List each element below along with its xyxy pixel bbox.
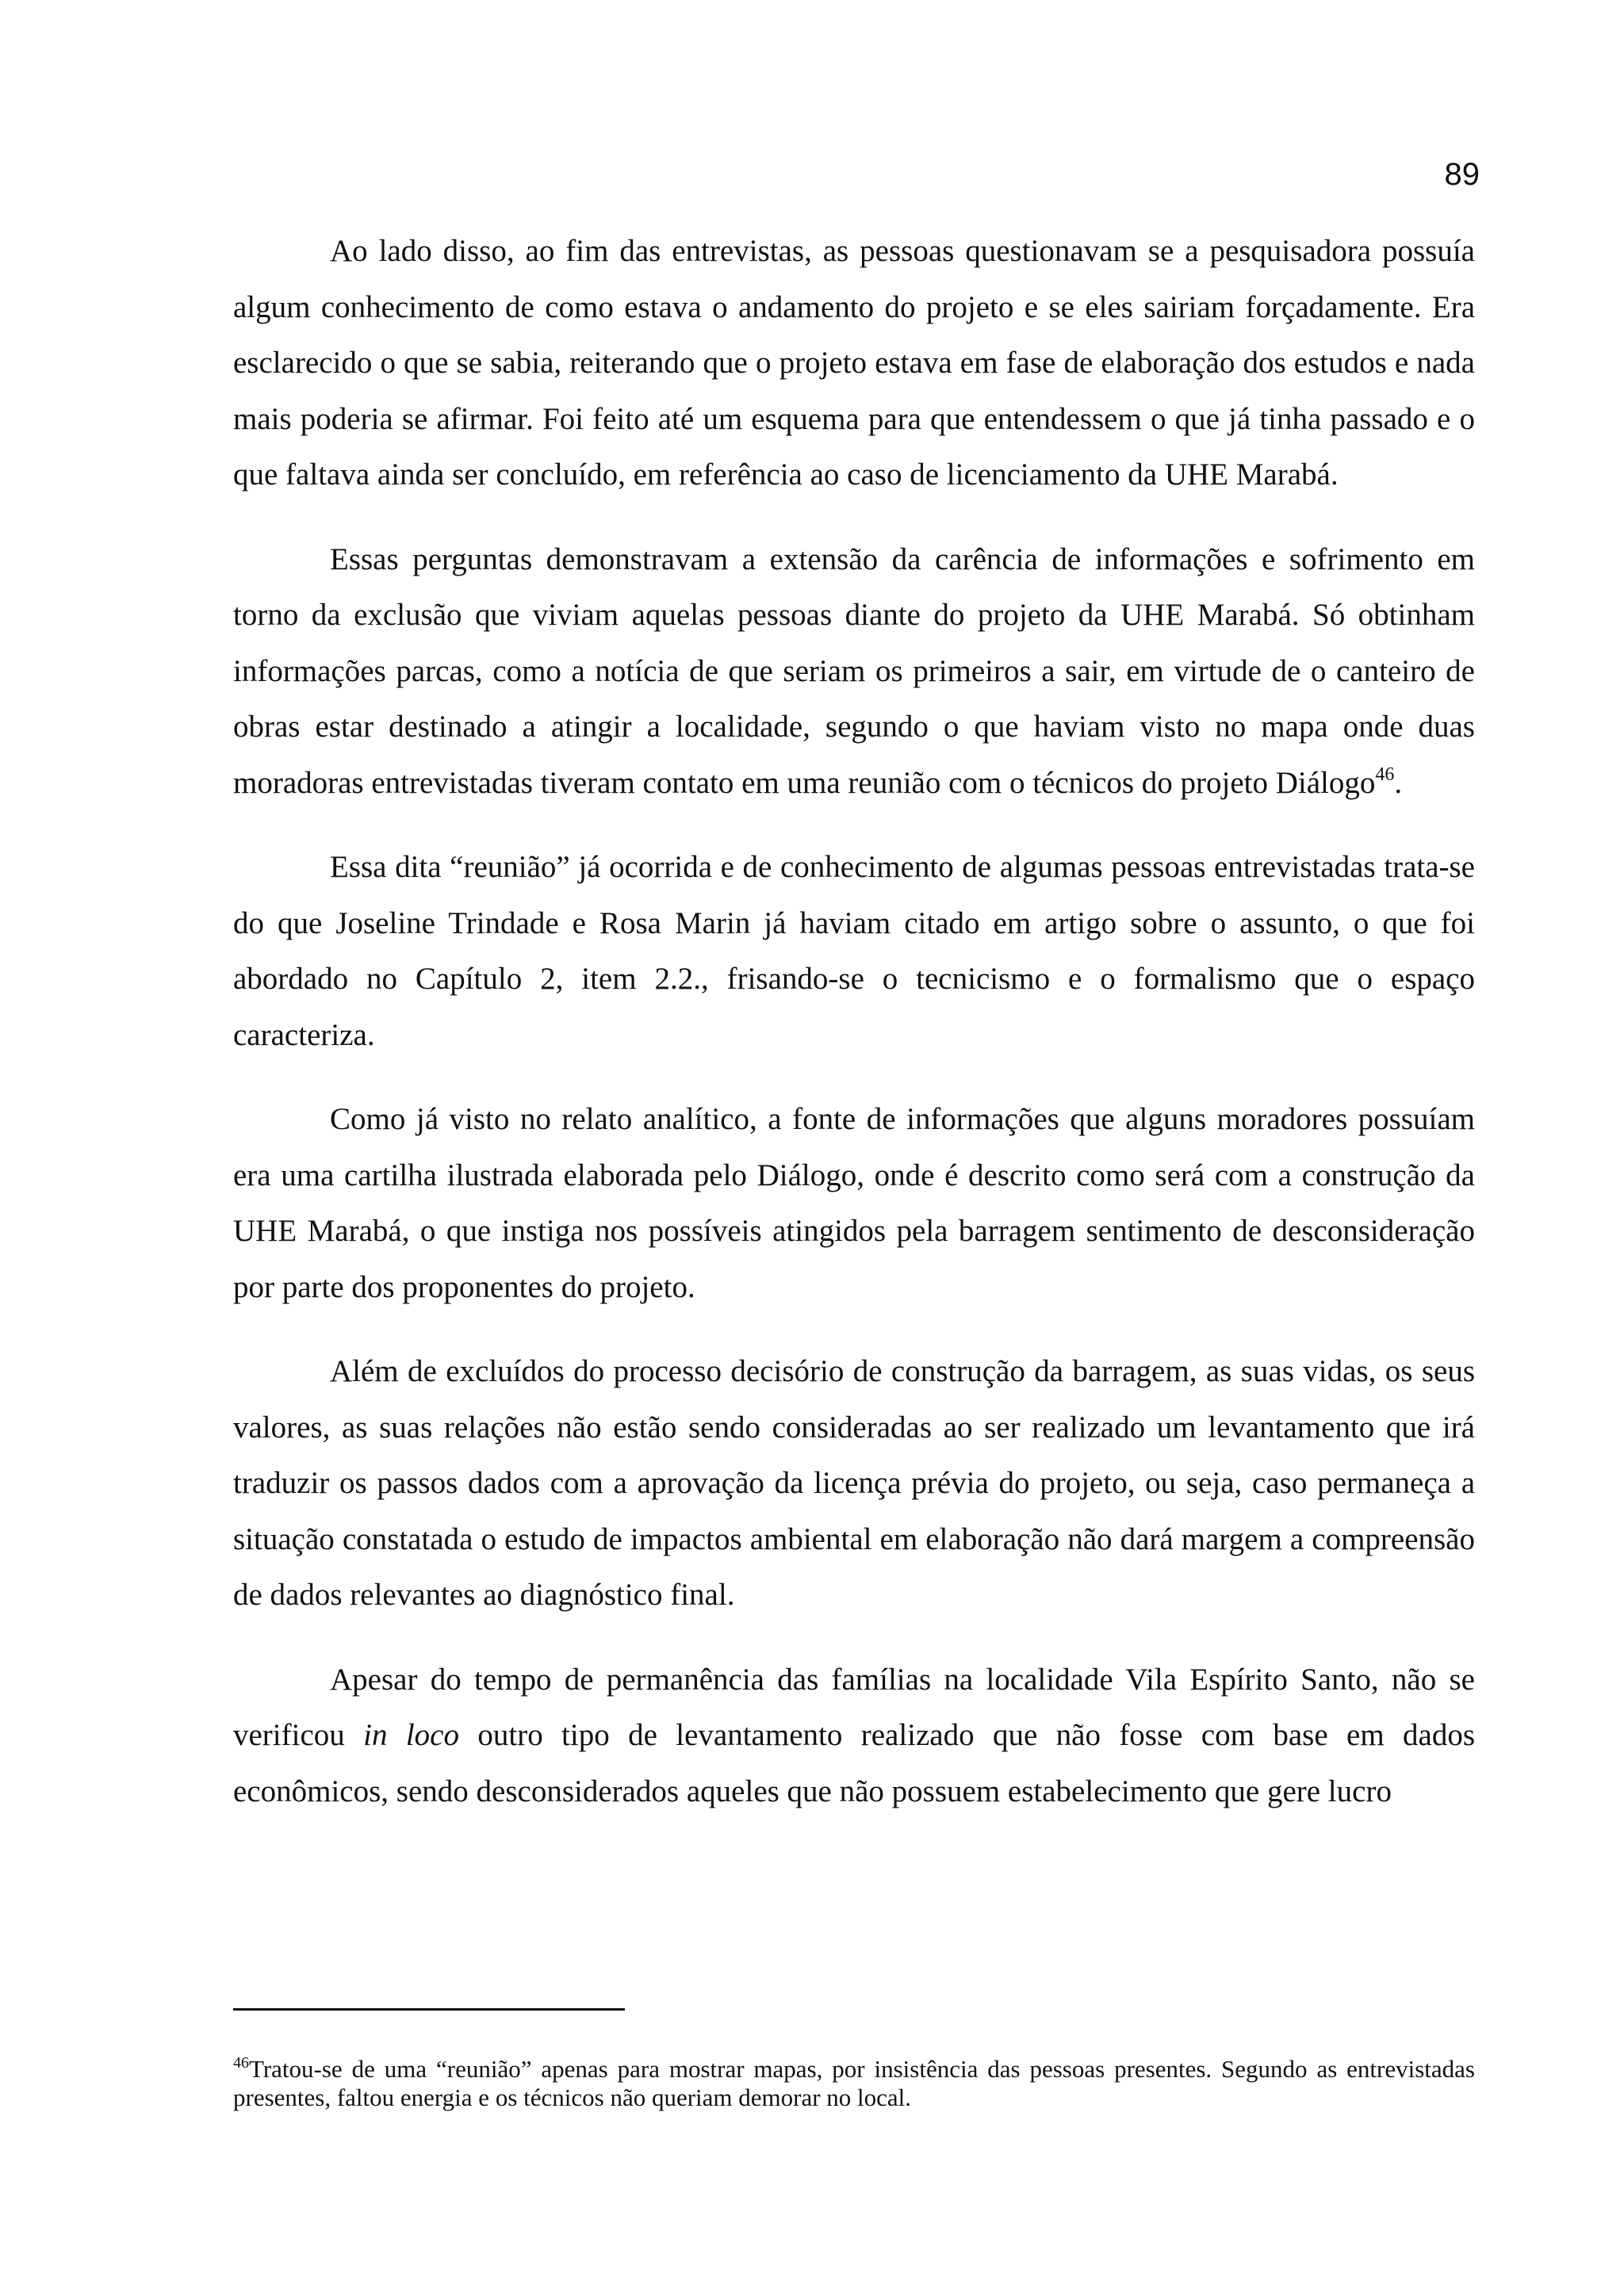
footnote-text: Tratou-se de uma “reunião” apenas para mostrar mapas, por insistência das pessoas presentes. Segundo as entrevistadas presentes, faltou energia e os técnicos não queriam demorar no local. bbox=[233, 2055, 1475, 2111]
footnote-marker: 46 bbox=[233, 2054, 249, 2072]
paragraph-6-emphasis: in loco bbox=[363, 1718, 459, 1752]
paragraph-6 bbox=[233, 1652, 1475, 1820]
footnote bbox=[233, 2055, 1475, 2112]
paragraph-1: Ao lado disso, ao fim das entrevistas, as pessoas questionavam se a pesquisadora possuía algum conhecimento de como estava o andamento do projeto e se eles sairiam forçadamente. Era esclarecido o que se sabia, reiterando que o projeto estava em fase de elaboração dos estudos e nada mais poderia se afirmar. Foi feito até um esquema para que entendessem o que já tinha passado e o que faltava ainda ser concluído, em referência ao caso de licenciamento da UHE Marabá. bbox=[233, 234, 1475, 492]
paragraph-3: Essa dita “reunião” já ocorrida e de conhecimento de algumas pessoas entrevistadas trata-se do que Joseline Trindade e Rosa Marin já haviam citado em artigo sobre o assunto, o que foi abordado no Capítulo 2, item 2.2., frisando-se o tecnicismo e o formalismo que o espaço caracteriza. bbox=[233, 850, 1475, 1052]
paragraph-6-text-after: outro tipo de levantamento realizado que não fosse com base em dados econômicos, sendo desconsiderados aqueles que não possuem estabelecimento que gere lucro bbox=[233, 1718, 1476, 1808]
paragraph-2 bbox=[233, 532, 1475, 812]
paragraph-6-text-before: Apesar do tempo de permanência das famílias na localidade Vila Espírito Santo, não se verificou bbox=[233, 1662, 1475, 1752]
paragraph-2-text: Essas perguntas demonstravam a extensão da carência de informações e sofrimento em torno da exclusão que viviam aquelas pessoas diante do projeto da UHE Marabá. Só obtinham informações parcas, como a notícia de que seriam os primeiros a sair, em virtude de o canteiro de obras estar destinado a atingir a localidade, segundo o que haviam visto no mapa onde duas moradoras entrevistadas tiveram contato em uma reunião com o técnicos do projeto Diálogo bbox=[233, 541, 1475, 800]
paragraph-4: Como já visto no relato analítico, a fonte de informações que alguns moradores possuíam era uma cartilha ilustrada elaborada pelo Diálogo, onde é descrito como será com a construção da UHE Marabá, o que instiga nos possíveis atingidos pela barragem sentimento de desconsideração por parte dos proponentes do projeto. bbox=[233, 1102, 1475, 1304]
page-number: 89 bbox=[1444, 157, 1480, 192]
footnote-reference[interactable]: 46 bbox=[1375, 763, 1395, 785]
footnote-separator bbox=[233, 2008, 625, 2011]
paragraph-5: Além de excluídos do processo decisório de construção da barragem, as suas vidas, os seus valores, as suas relações não estão sendo consideradas ao ser realizado um levantamento que irá traduzir os passos dados com a aprovação da licença prévia do projeto, ou seja, caso permaneça a situação constatada o estudo de impactos ambiental em elaboração não dará margem a compreensão de dados relevantes ao diagnóstico final. bbox=[233, 1354, 1475, 1612]
body-text bbox=[233, 224, 1475, 1820]
paragraph-2-end-punctuation: . bbox=[1394, 765, 1403, 800]
